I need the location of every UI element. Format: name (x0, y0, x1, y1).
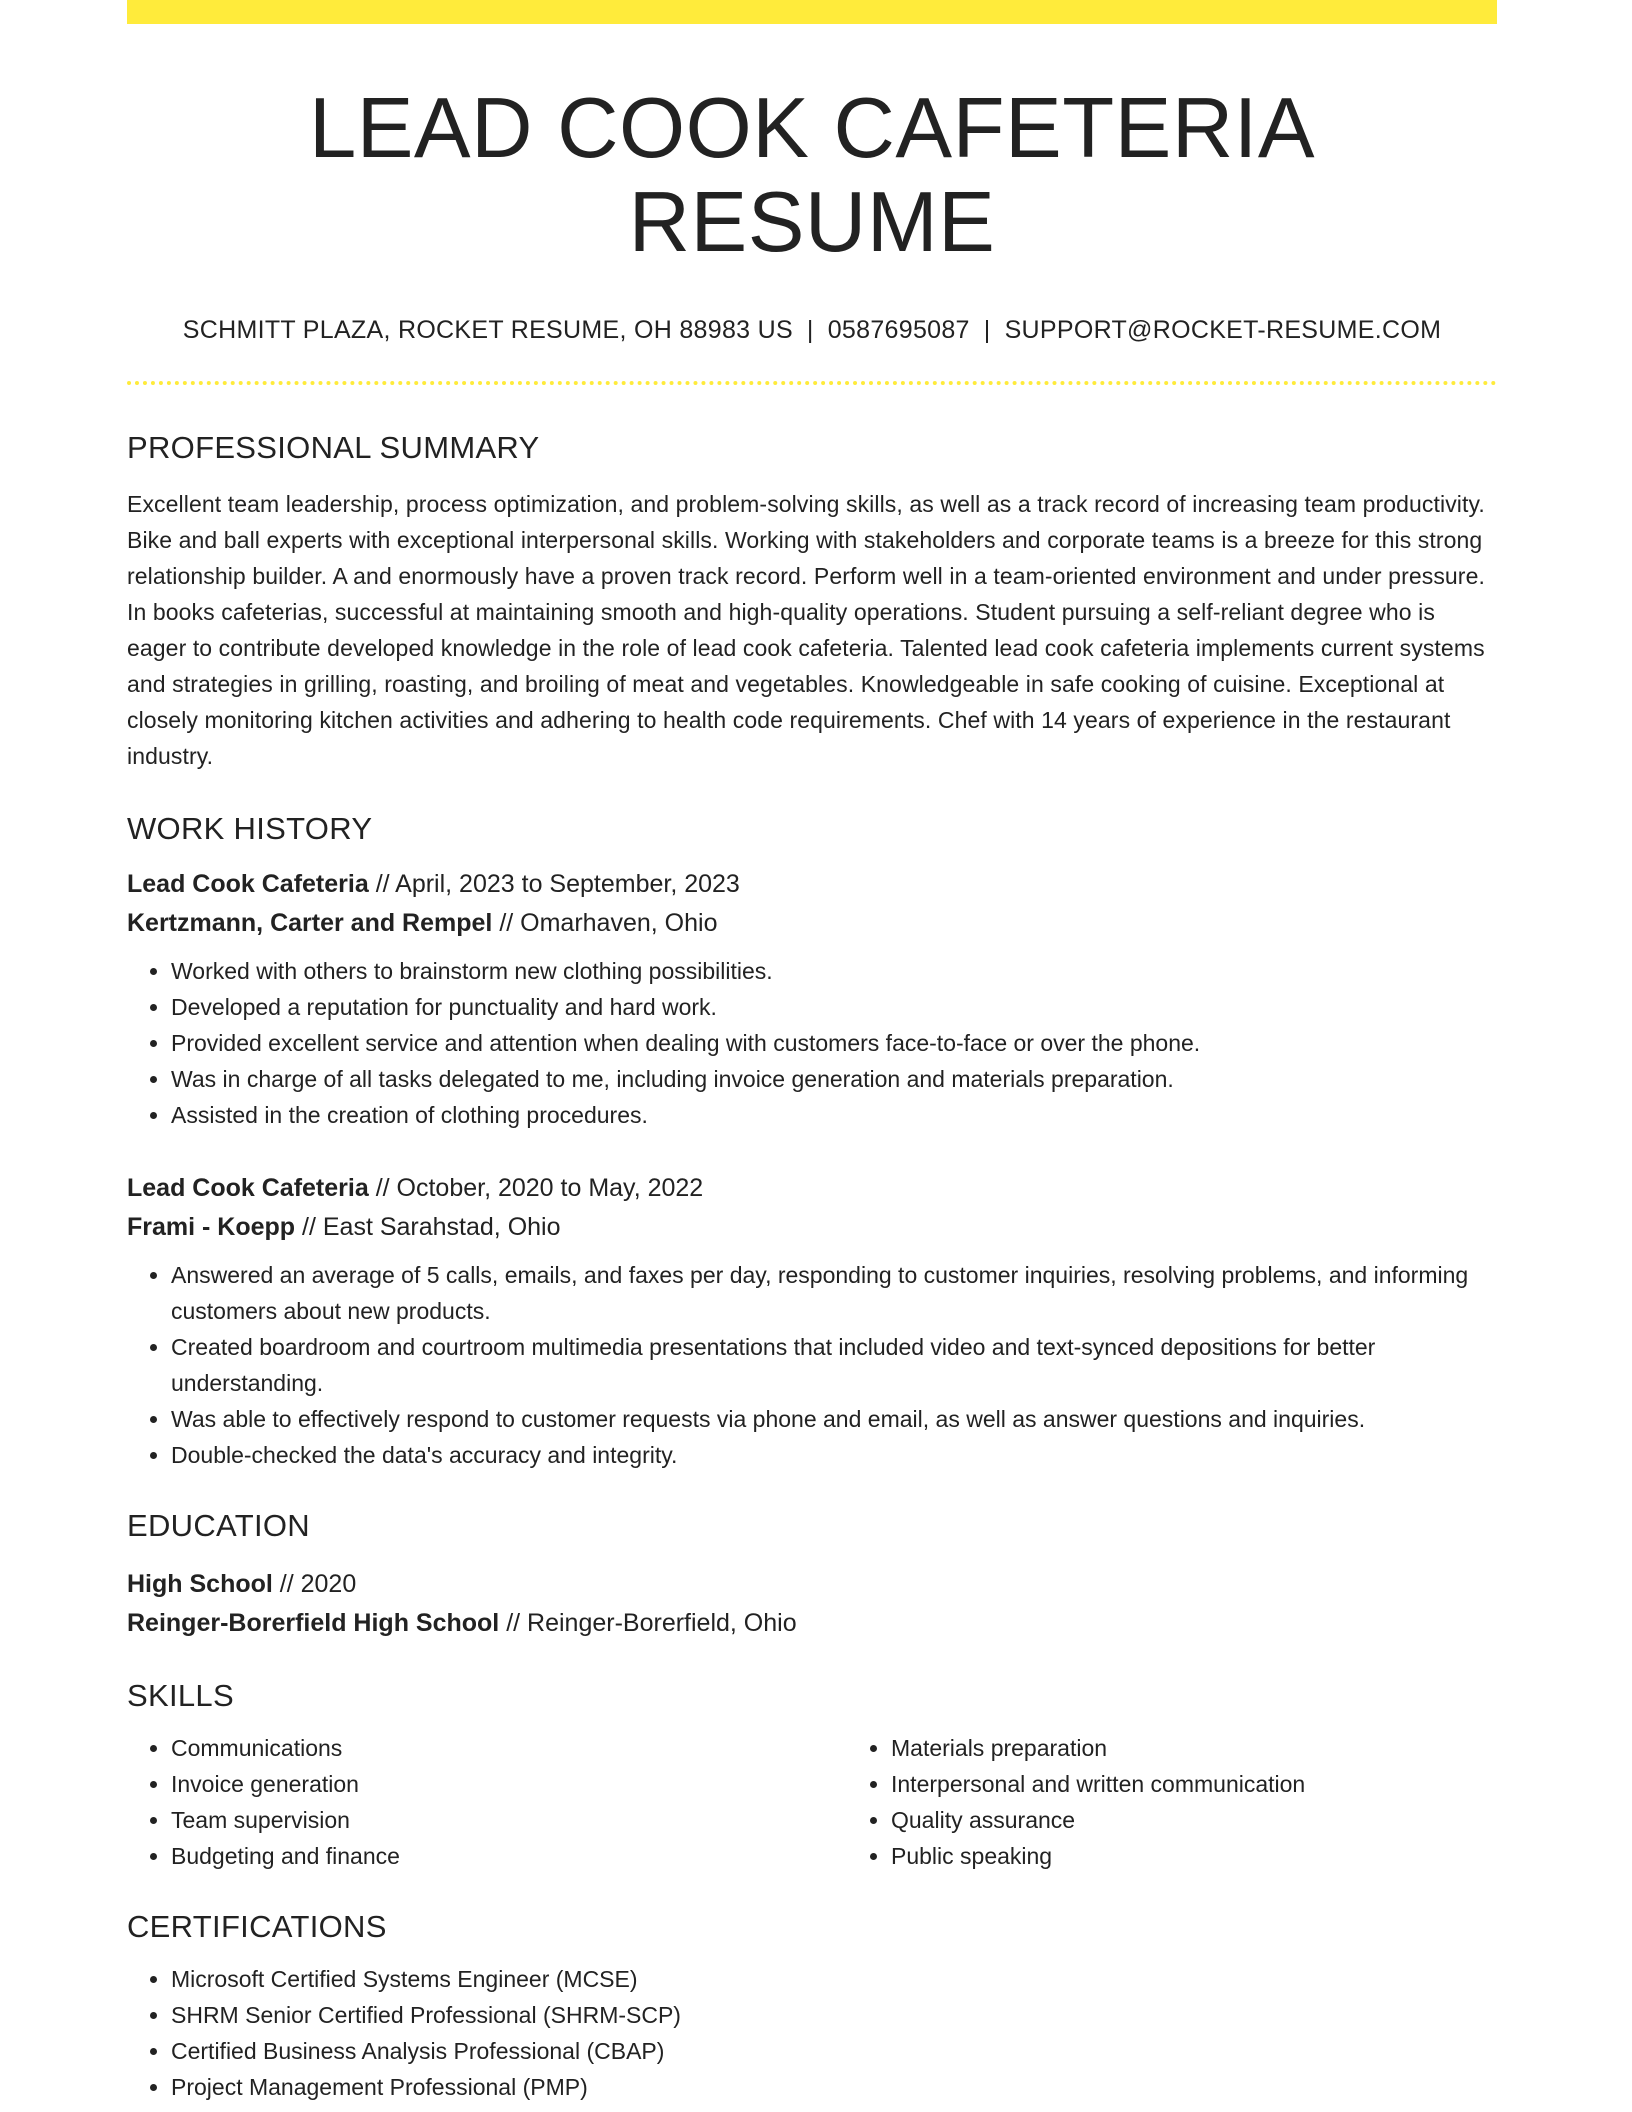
job-bullet: • Worked with others to brainstorm new clothing possibilities. (171, 953, 1497, 989)
skill-item: • Materials preparation (891, 1730, 1567, 1766)
skill-item: • Budgeting and finance (171, 1838, 847, 1874)
skill-item: • Public speaking (891, 1838, 1567, 1874)
education-degree: High School (127, 1569, 273, 1598)
certification-item: • Project Management Professional (PMP) (171, 2069, 1497, 2105)
job-location: // East Sarahstad, Ohio (295, 1213, 561, 1242)
job-bullet: • Was in charge of all tasks delegated to me, including invoice generation and materials preparation. (171, 1061, 1497, 1097)
resume-title: LEAD COOK CAFETERIA RESUME (308, 81, 1316, 270)
skills-list-left (127, 1730, 847, 1874)
skill-item: • Quality assurance (891, 1802, 1567, 1838)
skill-item: • Team supervision (171, 1802, 847, 1838)
job-company-line (127, 1208, 1497, 1247)
job-company-line (127, 904, 1497, 943)
certifications-heading: CERTIFICATIONS (127, 1908, 387, 1944)
summary-heading: PROFESSIONAL SUMMARY (127, 430, 540, 465)
job-bullets (127, 953, 1497, 1133)
resume-page (127, 0, 1497, 2105)
skills-list-right (847, 1730, 1567, 1874)
job-bullets (127, 1257, 1497, 1473)
job-bullet: • Developed a reputation for punctuality and hard work. (171, 989, 1497, 1025)
job-bullet: • Provided excellent service and attention when dealing with customers face-to-face or over the phone. (171, 1025, 1497, 1061)
job-entry (127, 865, 1497, 1133)
education-location: // Reinger-Borerfield, Ohio (499, 1608, 797, 1637)
job-dates: // October, 2020 to May, 2022 (368, 1174, 704, 1203)
education-entry (127, 1565, 1497, 1643)
contact-address: SCHMITT PLAZA, ROCKET RESUME, OH 88983 US (182, 316, 793, 344)
skill-item: • Invoice generation (171, 1766, 847, 1802)
job-title-line (127, 865, 1497, 904)
education-school-line (127, 1604, 1497, 1643)
education-school: Reinger-Borerfield High School (127, 1608, 500, 1637)
job-title: Lead Cook Cafeteria (127, 870, 369, 899)
dotted-divider (127, 381, 1497, 385)
job-location: // Omarhaven, Ohio (492, 909, 718, 938)
certifications-list (127, 1961, 1497, 2105)
skills-heading: SKILLS (127, 1677, 234, 1713)
education-heading: EDUCATION (127, 1508, 310, 1544)
contact-phone: 0587695087 (827, 316, 970, 344)
contact-email: SUPPORT@ROCKET-RESUME.COM (1004, 316, 1442, 344)
education-year: // 2020 (272, 1569, 357, 1598)
job-bullet: • Double-checked the data's accuracy and integrity. (171, 1437, 1497, 1473)
job-company: Frami - Koepp (127, 1213, 296, 1242)
work-history-heading: WORK HISTORY (127, 811, 373, 847)
job-bullet: • Assisted in the creation of clothing procedures. (171, 1097, 1497, 1133)
skill-item: • Interpersonal and written communication (891, 1766, 1567, 1802)
certification-item: • Certified Business Analysis Professional (CBAP) (171, 2033, 1497, 2069)
accent-top-bar (127, 0, 1497, 24)
education-degree-line (127, 1565, 1497, 1604)
job-bullet: • Was able to effectively respond to customer requests via phone and email, as well as answer questions and inquiries. (171, 1401, 1497, 1437)
contact-separator: | (806, 316, 814, 344)
certification-item: • Microsoft Certified Systems Engineer (MCSE) (171, 1961, 1497, 1997)
job-dates: // April, 2023 to September, 2023 (368, 870, 740, 899)
job-bullet: • Created boardroom and courtroom multimedia presentations that included video and text-synced depositions for better understanding. (171, 1329, 1497, 1401)
summary-text: Excellent team leadership, process optimization, and problem-solving skills, as well as a track record of increasing team productivity. Bike and ball experts with exceptional interpersonal skills. Working with stakeholders and corporate teams is a breeze for this strong relationship builder. A and enormously have a proven track record. Perform well in a team-oriented environment and under pressure. In books cafeterias, successful at maintaining smooth and high-quality operations. Student pursuing a self-reliant degree who is eager to contribute developed knowledge in the role of lead cook cafeteria. Talented lead cook cafeteria implements current systems and strategies in grilling, roasting, and broiling of meat and vegetables. Knowledgeable in safe cooking of cuisine. Exceptional at closely monitoring kitchen activities and adhering to health code requirements. Chef with 14 years of experience in the restaurant industry. (127, 491, 1485, 770)
job-title-line (127, 1169, 1497, 1208)
contact-separator: | (983, 316, 991, 344)
job-bullet: • Answered an average of 5 calls, emails, and faxes per day, responding to customer inquiries, resolving problems, and informing customers about new products. (171, 1257, 1497, 1329)
skills-columns (127, 1730, 1497, 1874)
contact-line (127, 315, 1497, 345)
job-entry (127, 1169, 1497, 1473)
skill-item: • Communications (171, 1730, 847, 1766)
job-title: Lead Cook Cafeteria (127, 1174, 369, 1203)
job-company: Kertzmann, Carter and Rempel (127, 909, 493, 938)
certification-item: • SHRM Senior Certified Professional (SHRM-SCP) (171, 1997, 1497, 2033)
